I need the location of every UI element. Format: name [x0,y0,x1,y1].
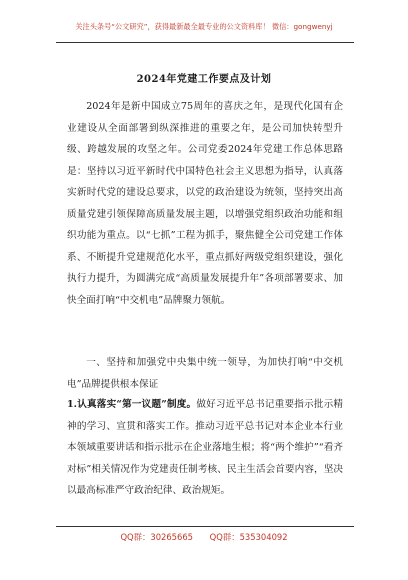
document-title: 2024年党建工作要点及计划 [136,74,272,85]
footer-contact: QQ群：30265665 QQ群：535304092 [120,532,288,542]
header-notice: 关注头条号“公文研究”，获得最新最全最专业的公文资料库！ 微信：gongwenyj [75,22,333,31]
header-divider [56,42,354,43]
footer-divider [56,526,354,527]
item-1-body: 做好习近平总书记重要指示批示精神的学习、宣贯和落实工作。推动习近平总书记对本企业本行业本领域重要讲话和指示批示在企业落地生根；将“两个维护”“看齐对标”相关情况作为党建责任制考核、民主生活会首要内容，坚决以最高标准严守政治纪律、政治规矩。 [67,399,343,496]
item-1-paragraph [67,394,343,502]
intro-paragraph: 2024年是新中国成立75周年的喜庆之年，是现代化国有企业建设从全面部署到纵深推进的重要之年，是公司加快转型升级、跨越发展的攻坚之年。公司党委2024年党建工作总体思路是：坚持以习近平新时代中国特色社会主义思想为指导，认真落实新时代党的建设总要求，以党的政治建设为统领，坚持突出高质量党建引领保障高质量发展主题，以增强党组织政治功能和组织功能为重点。以“七抓”工程为抓手，聚焦健全公司党建工作体系、不断提升党建规范化水平，重点抓好两级党组织建设，强化执行力提升，为圆满完成“高质量发展提升年”各项部署要求、加快全面打响“中交机电”品牌聚力领航。 [67,101,343,306]
section-heading: 一、坚持和加强党中央集中统一领导，为加快打响“中交机电”品牌提供根本保证 [67,357,343,390]
item-1-heading: 1.认真落实“第一议题”制度。 [67,399,197,410]
